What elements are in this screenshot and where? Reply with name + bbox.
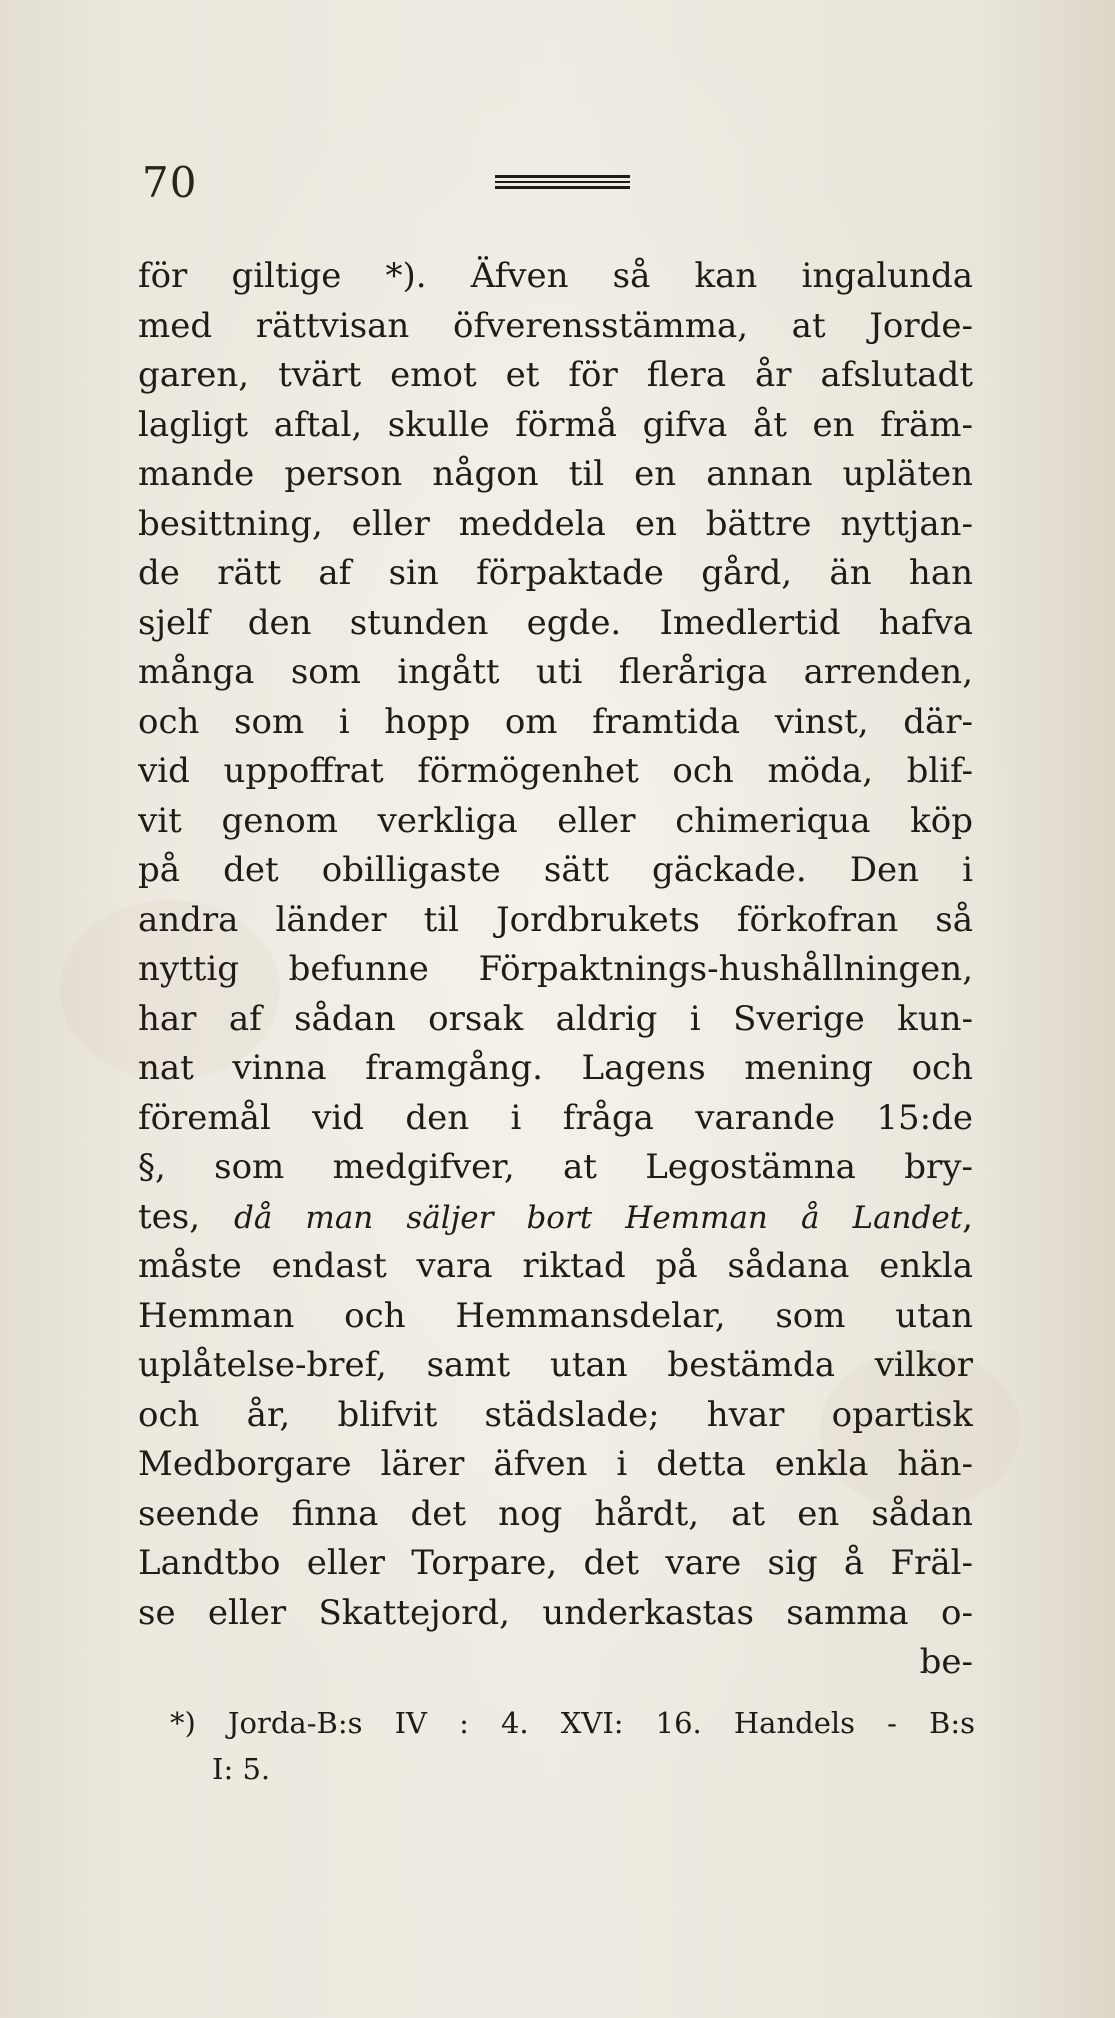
footnote-line: I: 5. — [212, 1752, 271, 1786]
text-line: lagligt aftal, skulle förmå gifva åt en främ- — [138, 404, 973, 445]
text-line: besittning, eller meddela en bättre nyttjan- — [138, 503, 973, 544]
body-text — [138, 252, 973, 1688]
text-line: och som i hopp om framtida vinst, där- — [138, 701, 973, 742]
text-line: föremål vid den i fråga varande 15:de — [138, 1097, 973, 1138]
text-line: Hemman och Hemmansdelar, som utan — [138, 1295, 973, 1336]
header-rule — [495, 175, 630, 191]
text-line: många som ingått uti fleråriga arrenden, — [138, 652, 973, 692]
text-line: vid uppoffrat förmögenhet och möda, blif- — [138, 751, 973, 791]
text-line: med rättvisan öfverensstämma, at Jorde- — [138, 305, 973, 346]
text-line: de rätt af sin förpaktade gård, än han — [138, 553, 973, 593]
text-line: §, som medgifver, at Legostämna bry- — [138, 1147, 973, 1187]
italic-phrase: då man säljer bort Hemman å Landet — [234, 1199, 963, 1236]
text-line: vit genom verkliga eller chimeriqua köp — [138, 800, 973, 841]
text-line: har af sådan orsak aldrig i Sverige kun- — [138, 998, 973, 1039]
text-line: sjelf den stunden egde. Imedlertid hafva — [138, 602, 973, 643]
text-line: garen, tvärt emot et för flera år afslutadt — [138, 355, 973, 395]
text-line: för giltige *). Äfven så kan ingalunda — [138, 256, 973, 296]
text-line: måste endast vara riktad på sådana enkla — [138, 1246, 973, 1286]
footnote — [170, 1700, 975, 1792]
text-line: mande person någon til en annan upläten — [138, 454, 973, 494]
text-line: och år, blifvit städslade; hvar opartisk — [138, 1394, 973, 1435]
text-line: uplåtelse-bref, samt utan bestämda vilkor — [138, 1345, 973, 1385]
text-line: Landtbo eller Torpare, det vare sig å Fräl- — [138, 1543, 973, 1583]
text-line: se eller Skattejord, underkastas samma o- — [138, 1592, 973, 1633]
text-line: Medborgare lärer äfven i detta enkla hän- — [138, 1444, 973, 1484]
text-line: tes, då man säljer bort Hemman å Landet, — [138, 1196, 973, 1237]
text-line: nat vinna framgång. Lagens mening och — [138, 1048, 973, 1088]
text-line: andra länder til Jordbrukets förkofran så — [138, 899, 973, 940]
text-line: på det obilligaste sätt gäckade. Den i — [138, 850, 973, 890]
text-line: nyttig befunne Förpaktnings-hushållningen, — [138, 949, 973, 989]
catchword: be- — [919, 1642, 973, 1682]
footnote-line: *) Jorda-B:s IV : 4. XVI: 16. Handels - B:s — [170, 1706, 975, 1740]
text-line: seende finna det nog hårdt, at en sådan — [138, 1493, 973, 1534]
page-number: 70 — [142, 158, 198, 207]
